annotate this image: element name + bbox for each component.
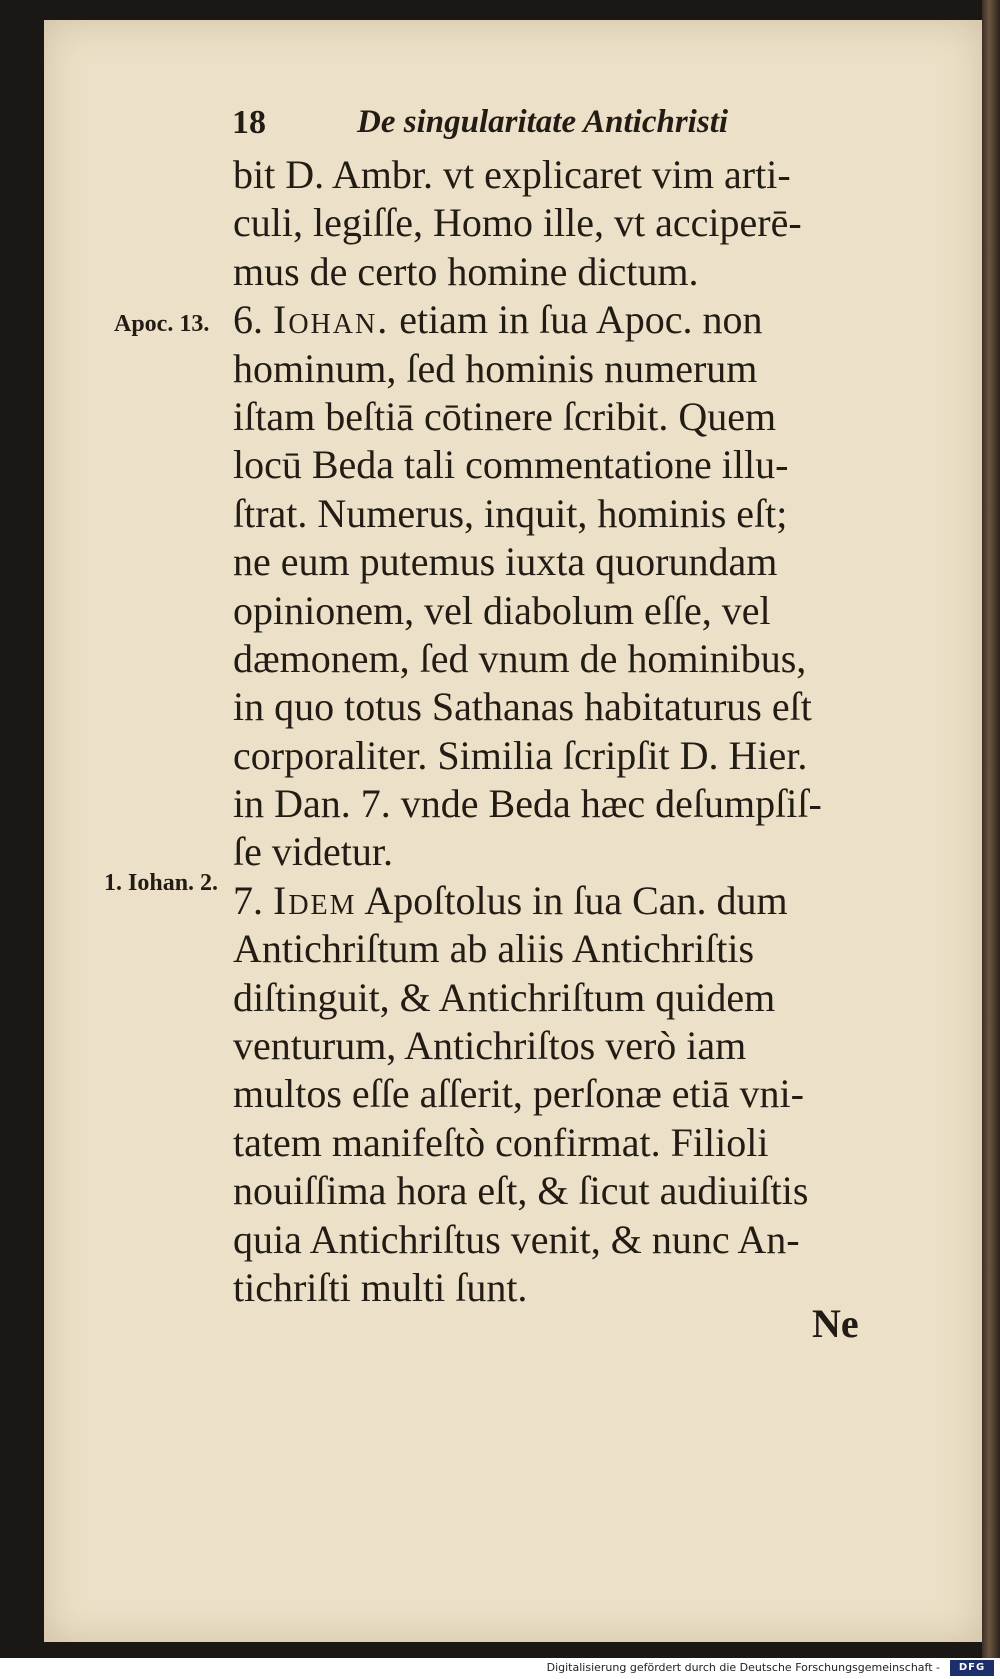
paragraph-number: 6.: [233, 297, 263, 343]
text-line: quia Antichriſtus venit, & nunc An-: [233, 1216, 800, 1262]
paragraph-6-first-line: [233, 296, 873, 344]
text-line: tatem manifeſtò confirmat. Filioli: [233, 1119, 769, 1165]
text-line: culi, legiſſe, Homo ille, vt acciperē-: [233, 200, 802, 246]
page-header: [232, 104, 792, 154]
text-line: bit D. Ambr. vt explicaret vim arti-: [233, 152, 791, 197]
paragraph-text: Apoſtolus in ſua Can. dum: [364, 877, 788, 923]
paragraph-number: 7.: [233, 877, 263, 923]
text-line: venturum, Antichriſtos verò iam: [233, 1023, 747, 1069]
running-title: De singularitate Antichristi: [357, 104, 729, 140]
text-line: in quo totus Sathanas habitaturus eſt: [233, 684, 812, 730]
text-line: ne eum putemus iuxta quorundam: [233, 539, 778, 585]
book-edge: [982, 0, 1000, 1658]
margin-note-iohan: 1. Iohan. 2.: [104, 870, 219, 896]
text-line: diſtinguit, & Antichriſtum quidem: [233, 974, 776, 1020]
text-line: ſe videtur.: [233, 829, 393, 875]
dfg-logo: DFG: [950, 1660, 994, 1676]
page-number: 18: [232, 104, 266, 141]
paragraph-text: etiam in ſua Apoc. non: [399, 297, 763, 343]
text-line: iſtam beſtiā cōtinere ſcribit. Quem: [233, 393, 777, 439]
funding-credit: Digitalisierung gefördert durch die Deutsche Forschungsgemeinschaft -: [546, 1661, 940, 1674]
body-text: [233, 151, 873, 1312]
text-line: Antichriſtum ab aliis Antichriſtis: [233, 926, 755, 972]
text-line: in Dan. 7. vnde Beda hæc deſumpſiſ-: [233, 781, 822, 827]
text-line: tichriſti multi ſunt.: [233, 1264, 528, 1310]
text-line: opinionem, vel diabolum eſſe, vel: [233, 587, 771, 633]
text-line: multos eſſe aſſerit, perſonæ etiā vni-: [233, 1071, 804, 1117]
text-line: locū Beda tali commentatione illu-: [233, 442, 789, 488]
catchword: Ne: [812, 1301, 859, 1346]
text-line: nouiſſima hora eſt, & ſicut audiuiſtis: [233, 1168, 809, 1214]
text-line: dæmonem, ſed vnum de hominibus,: [233, 635, 807, 681]
margin-note-apoc: Apoc. 13.: [114, 311, 210, 337]
text-line: hominum, ſed hominis numerum: [233, 345, 758, 391]
paragraph-7-first-line: [233, 877, 873, 925]
text-line: corporaliter. Similia ſcripſit D. Hier.: [233, 732, 808, 778]
text-line: mus de certo homine dictum.: [233, 248, 699, 294]
paragraph-name: Idem: [273, 877, 357, 923]
paragraph-name: Iohan.: [273, 297, 390, 343]
footer-bar: [0, 1658, 1000, 1679]
text-line: ſtrat. Numerus, inquit, hominis eſt;: [233, 490, 788, 536]
